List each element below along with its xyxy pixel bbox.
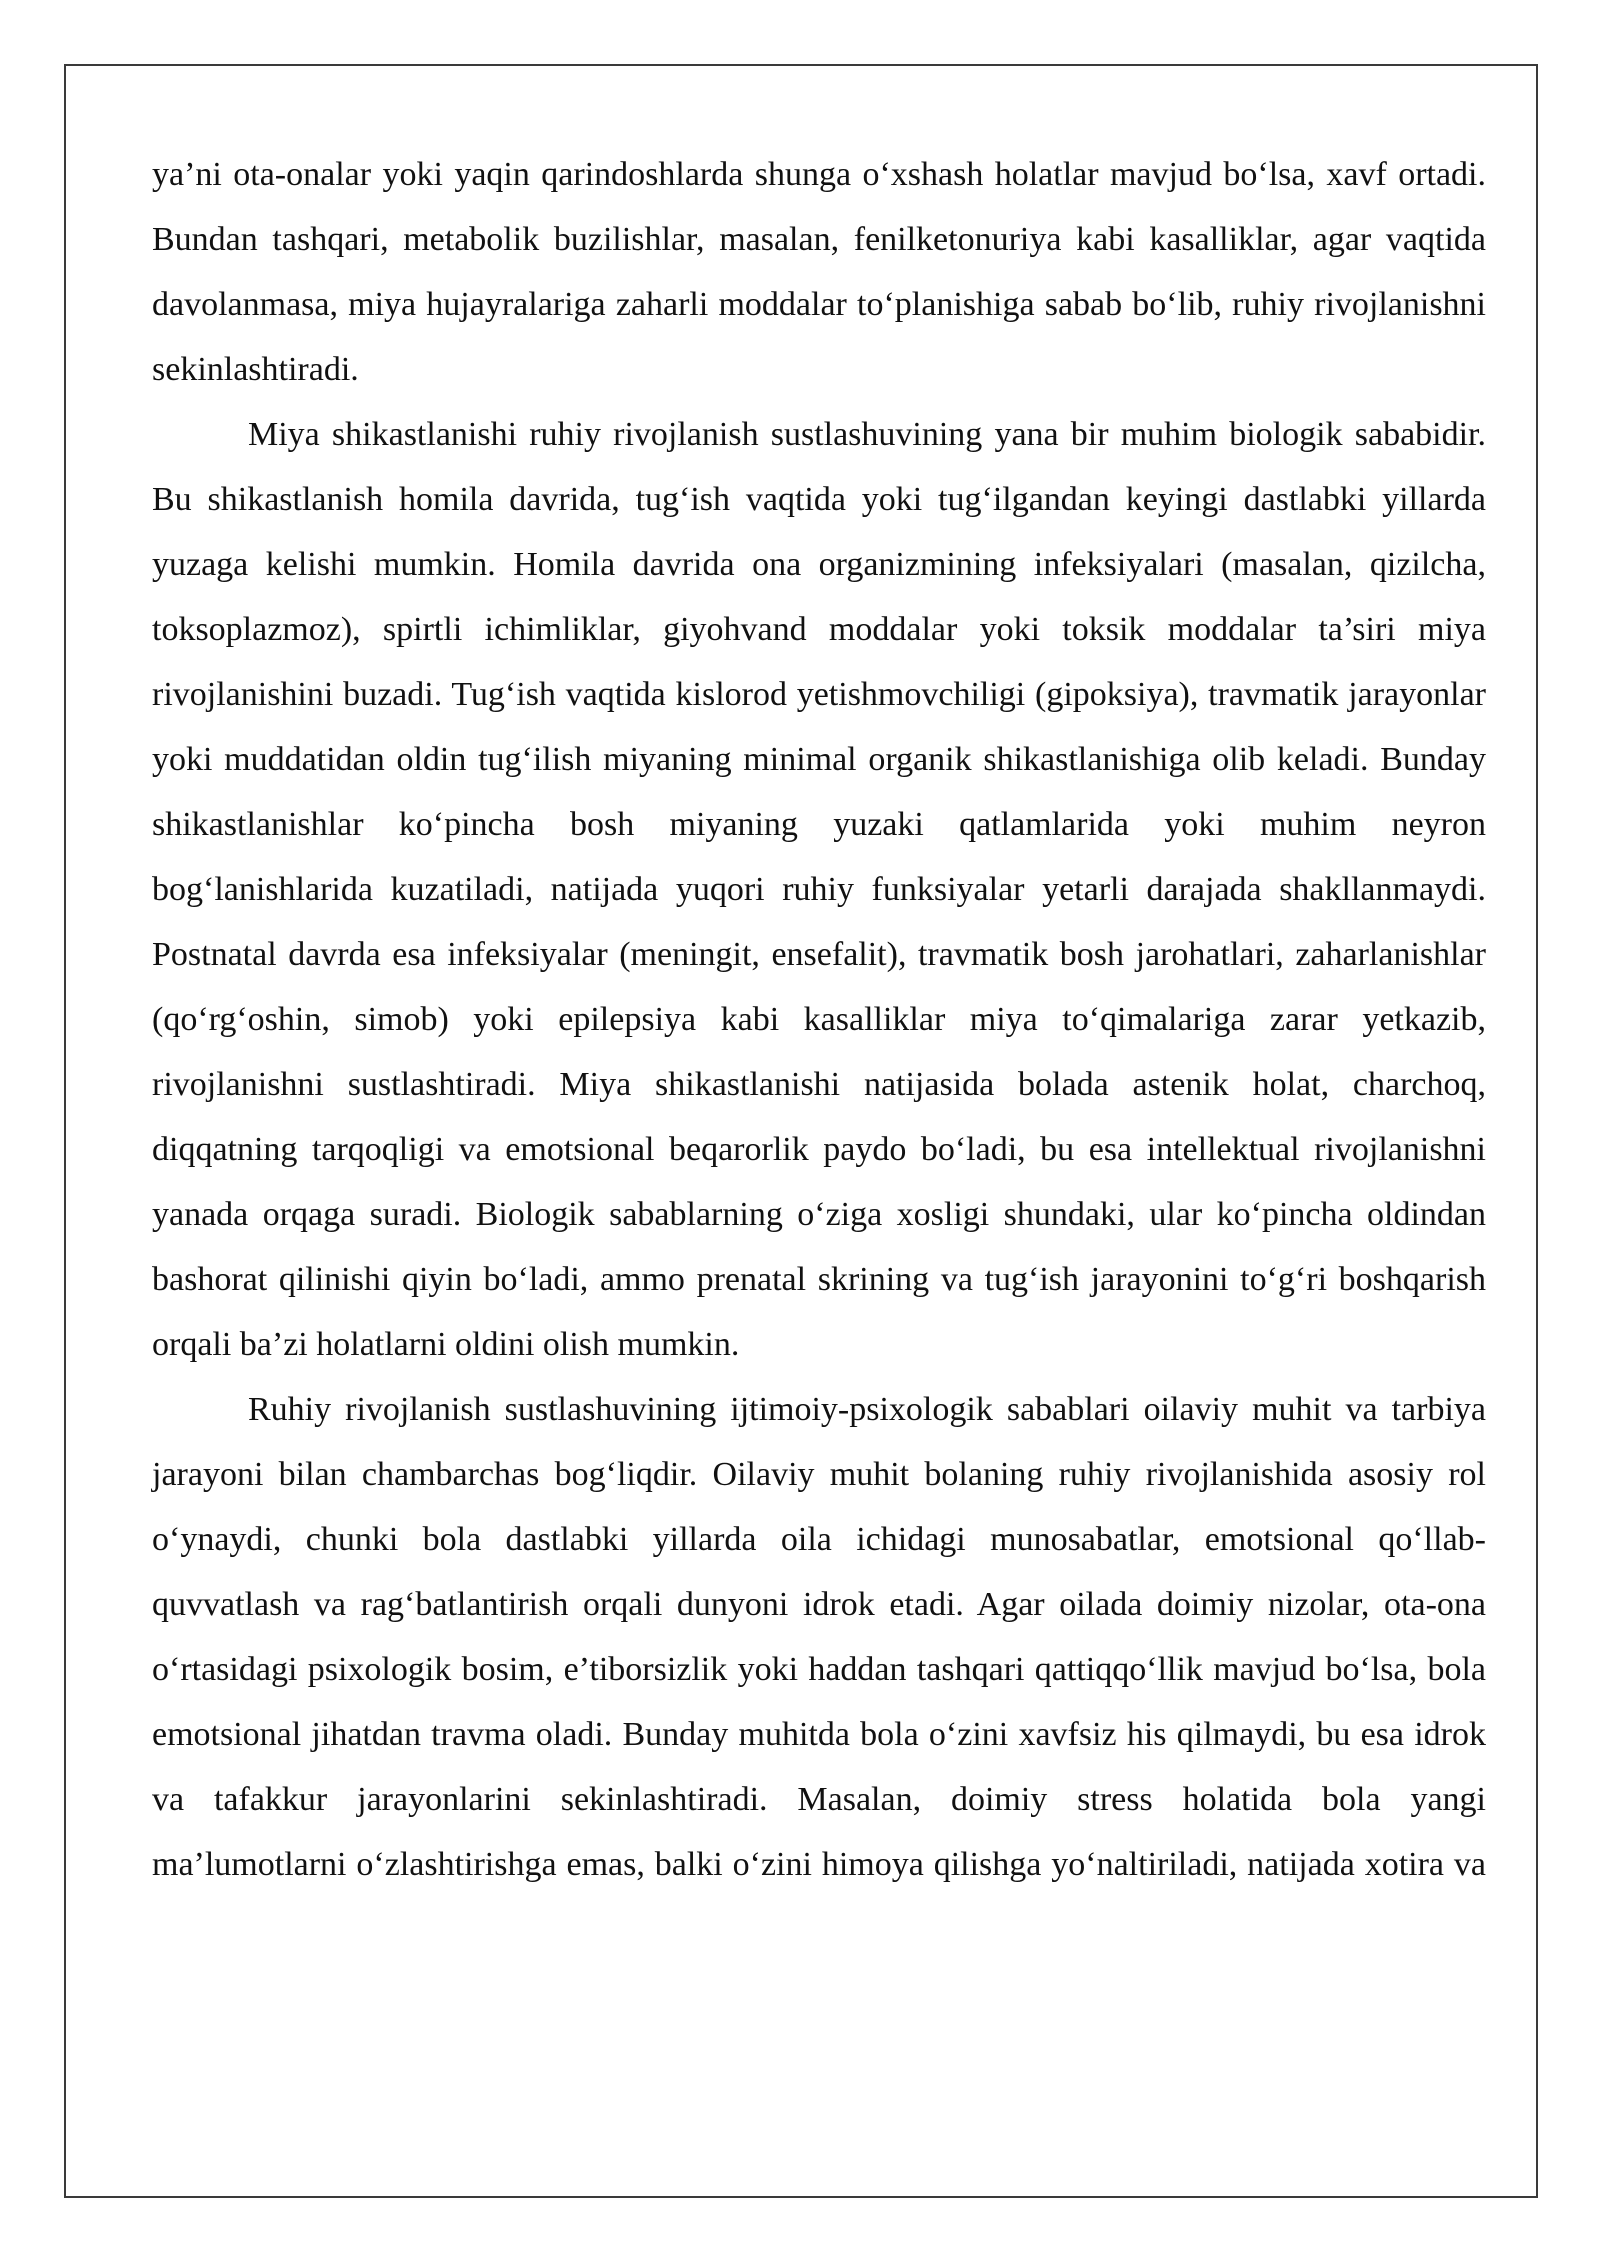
paragraph-brain-injury: Miya shikastlanishi ruhiy rivojlanish sustlashuvining yana bir muhim biologik sababidir. Bu shikastlanish homila davrida, tug‘ish vaqtida yoki tug‘ilgandan keyingi dastlabki yillarda yuzaga kelishi mumkin. Homila davrida ona organizmining infeksiyalari (masalan, qizilcha, toksoplazmoz), spirtli ichimliklar, giyohvand moddalar yoki toksik moddalar ta’siri miya rivojlanishini buzadi. Tug‘ish vaqtida kislorod yetishmovchiligi (gipoksiya), travmatik jarayonlar yoki muddatidan oldin tug‘ilish miyaning minimal organik shikastlanishiga olib keladi. Bunday shikastlanishlar ko‘pincha bosh miyaning yuzaki qatlamlarida yoki muhim neyron bog‘lanishlarida kuzatiladi, natijada yuqori ruhiy funksiyalar yetarli darajada shakllanmaydi. Postnatal davrda esa infeksiyalar (meningit, ensefalit), travmatik bosh jarohatlari, zaharlanishlar (qo‘rg‘oshin, simob) yoki epilepsiya kabi kasalliklar miya to‘qimalariga zarar yetkazib, rivojlanishni sustlashtiradi. Miya shikastlanishi natijasida bolada astenik holat, charchoq, diqqatning tarqoqligi va emotsional beqarorlik paydo bo‘ladi, bu esa intellektual rivojlanishni yanada orqaga suradi. Biologik sabablarning o‘ziga xosligi shundaki, ular ko‘pincha oldindan bashorat qilinishi qiyin bo‘ladi, ammo prenatal skrining va tug‘ish jarayonini to‘g‘ri boshqarish orqali ba’zi holatlarni oldini olish mumkin. (152, 416, 1486, 1363)
page-body (152, 142, 1486, 1897)
paragraph-social-psychological: Ruhiy rivojlanish sustlashuvining ijtimoiy-psixologik sabablari oilaviy muhit va tarbiya jarayoni bilan chambarchas bog‘liqdir. Oilaviy muhit bolaning ruhiy rivojlanishida asosiy rol o‘ynaydi, chunki bola dastlabki yillarda oila ichidagi munosabatlar, emotsional qo‘llab-quvvatlash va rag‘batlantirish orqali dunyoni idrok etadi. Agar oilada doimiy nizolar, ota-ona o‘rtasidagi psixologik bosim, e’tiborsizlik yoki haddan tashqari qattiqqo‘llik mavjud bo‘lsa, bola emotsional jihatdan travma oladi. Bunday muhitda bola o‘zini xavfsiz his qilmaydi, bu esa idrok va tafakkur jarayonlarini sekinlashtiradi. Masalan, doimiy stress holatida bola yangi ma’lumotlarni o‘zlashtirishga emas, balki o‘zini himoya qilishga yo‘naltiriladi, natijada xotira va (152, 1391, 1486, 1883)
paragraph-continued: ya’ni ota-onalar yoki yaqin qarindoshlarda shunga o‘xshash holatlar mavjud bo‘lsa, xavf ortadi. Bundan tashqari, metabolik buzilishlar, masalan, fenilketonuriya kabi kasalliklar, agar vaqtida davolanmasa, miya hujayralariga zaharli moddalar to‘planishiga sabab bo‘lib, ruhiy rivojlanishni sekinlashtiradi. (152, 156, 1486, 388)
